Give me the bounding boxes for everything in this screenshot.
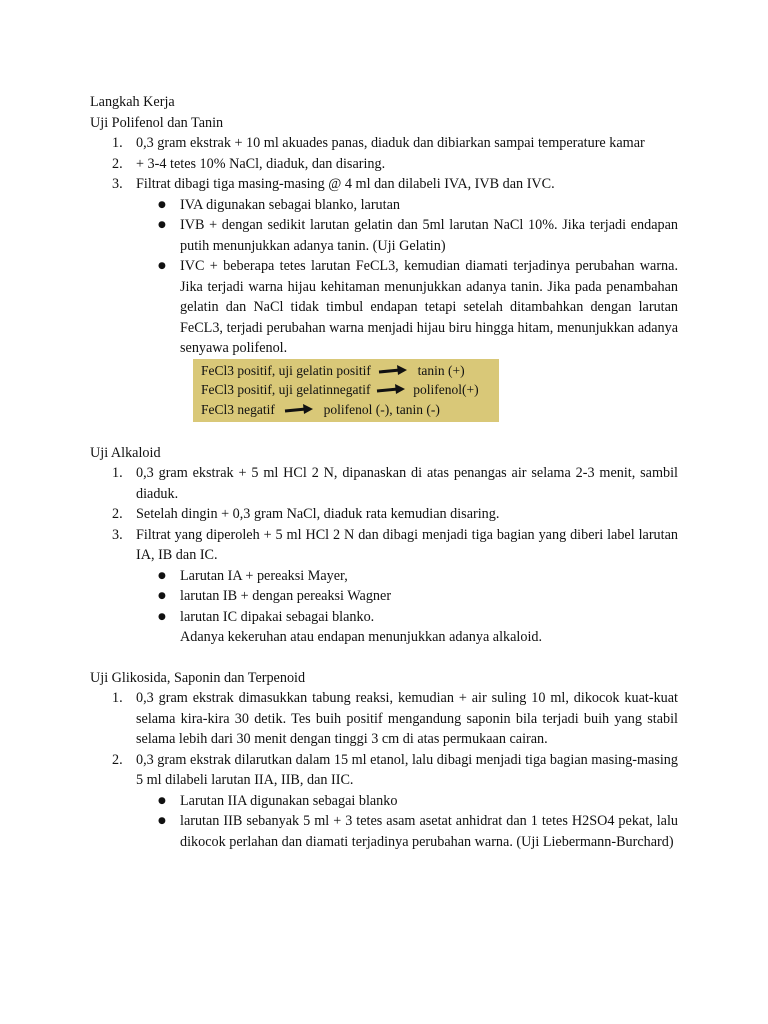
- list-item: [90, 566, 678, 587]
- bullet-text: IVA digunakan sebagai blanko, larutan: [180, 196, 400, 213]
- arrow-right-icon: [376, 382, 406, 396]
- table-right: polifenol (-), tanin (-): [323, 401, 440, 417]
- list-item: [90, 174, 678, 195]
- step-number: 3.: [112, 526, 123, 543]
- step-number: 3.: [112, 176, 123, 192]
- bullet-icon: ●: [158, 816, 166, 826]
- step-text: Filtrat yang diperoleh + 5 ml HCl 2 N dan dibagi menjadi tiga bagian yang diberi label larutan IA, IB dan IC.: [136, 526, 678, 563]
- step-number: 2.: [112, 506, 123, 522]
- table-left: FeCl3 positif, uji gelatin positif: [201, 362, 371, 378]
- step-text: + 3-4 tetes 10% NaCl, diaduk, dan disaring.: [136, 155, 386, 172]
- bullet-text: Larutan IIA digunakan sebagai blanko: [180, 792, 398, 809]
- table-right: polifenol(+): [413, 381, 479, 397]
- bullet-text: larutan IIB sebanyak 5 ml + 3 tetes asam asetat anhidrat dan 1 tetes H2SO4 pekat, lalu dikocok perlahan dan diamati terjadinya perubahan warna. (Uji Liebermann-Burchard): [180, 813, 678, 850]
- step-number: 1.: [112, 135, 123, 151]
- list-item: [90, 525, 678, 566]
- polifenol-bullets: [90, 195, 678, 359]
- list-item: [90, 750, 678, 791]
- glikosida-bullets: [90, 791, 678, 853]
- list-item: [90, 688, 678, 750]
- bullet-text: larutan IC dipakai sebagai blanko.: [180, 608, 375, 625]
- step-text: Setelah dingin + 0,3 gram NaCl, diaduk rata kemudian disaring.: [136, 506, 500, 522]
- bullet-icon: ●: [158, 570, 166, 581]
- list-item: [90, 195, 678, 216]
- step-number: 2.: [112, 751, 123, 768]
- alkaloid-heading: Uji Alkaloid: [90, 444, 161, 461]
- section-title: Langkah Kerja: [90, 94, 175, 110]
- alkaloid-note: Adanya kekeruhan atau endapan menunjukkan adanya alkaloid.: [180, 629, 543, 645]
- bullet-icon: ●: [158, 795, 166, 806]
- polifenol-steps: [90, 133, 678, 195]
- step-text: 0,3 gram ekstrak dilarutkan dalam 15 ml etanol, lalu dibagi menjadi tiga bagian masing-masing 5 ml dilabeli larutan IIA, IIB, dan IIC.: [136, 751, 678, 788]
- glikosida-steps: [90, 688, 678, 791]
- table-row: [201, 400, 440, 421]
- bullet-icon: ●: [158, 611, 166, 622]
- bullet-text: Larutan IA + pereaksi Mayer,: [180, 567, 348, 584]
- list-item: [90, 215, 678, 256]
- table-right: tanin (+): [417, 362, 465, 378]
- bullet-text: IVB + dengan sedikit larutan gelatin dan 5ml larutan NaCl 10%. Jika terjadi endapan putih menunjukkan adanya tanin. (Uji Gelatin): [180, 217, 678, 254]
- list-item: [90, 791, 678, 812]
- bullet-text: larutan IB + dengan pereaksi Wagner: [180, 588, 392, 604]
- list-item: [90, 586, 678, 607]
- list-item: [90, 133, 678, 154]
- step-text: 0,3 gram ekstrak + 10 ml akuades panas, diaduk dan dibiarkan sampai temperature kamar: [136, 135, 645, 151]
- spacer: [90, 648, 678, 668]
- glikosida-heading: Uji Glikosida, Saponin dan Terpenoid: [90, 669, 306, 686]
- alkaloid-steps: [90, 463, 678, 566]
- table-left: FeCl3 positif, uji gelatinnegatif: [201, 381, 371, 397]
- bullet-icon: ●: [158, 591, 166, 601]
- table-row: [201, 380, 479, 401]
- polifenol-heading: Uji Polifenol dan Tanin: [90, 114, 224, 131]
- table-row: [201, 361, 465, 382]
- list-item: [90, 811, 678, 852]
- alkaloid-bullets: [90, 566, 678, 628]
- bullet-icon: ●: [158, 199, 166, 210]
- list-item: [90, 256, 678, 359]
- arrow-right-icon: [378, 363, 408, 377]
- step-text: 0,3 gram ekstrak + 5 ml HCl 2 N, dipanaskan di atas penangas air selama 2-3 menit, sambil diaduk.: [136, 465, 678, 502]
- step-number: 1.: [112, 690, 123, 706]
- table-left: FeCl3 negatif: [201, 401, 275, 417]
- bullet-icon: ●: [158, 261, 166, 271]
- step-number: 2.: [112, 155, 123, 172]
- step-text: Filtrat dibagi tiga masing-masing @ 4 ml dan dilabeli IVA, IVB dan IVC.: [136, 176, 555, 192]
- result-table-image: [193, 359, 499, 422]
- spacer: [90, 422, 678, 443]
- list-item: [90, 154, 678, 175]
- step-text: 0,3 gram ekstrak dimasukkan tabung reaksi, kemudian + air suling 10 ml, dikocok kuat-kuat selama kira-kira 30 detik. Tes buih positif mengandung saponin bila terjadi buih yang stabil selama lebih dari 30 menit dengan tinggi 3 cm di atas permukaan cairan.: [136, 690, 678, 747]
- list-item: [90, 607, 678, 628]
- bullet-icon: ●: [158, 220, 166, 230]
- list-item: [90, 463, 678, 504]
- bullet-text: IVC + beberapa tetes larutan FeCL3, kemudian diamati terjadinya perubahan warna. Jika terjadi warna hijau kehitaman menunjukkan adanya tanin. Jika pada penambahan gelatin dan NaCl tidak timbul endapan tetapi setelah ditambahkan dengan larutan FeCL3, terjadi perubahan warna menjadi hijau biru hingga hitam, menunjukkan adanya senyawa polifenol.: [180, 258, 678, 356]
- step-number: 1.: [112, 465, 123, 481]
- arrow-right-icon: [284, 402, 314, 416]
- list-item: [90, 504, 678, 525]
